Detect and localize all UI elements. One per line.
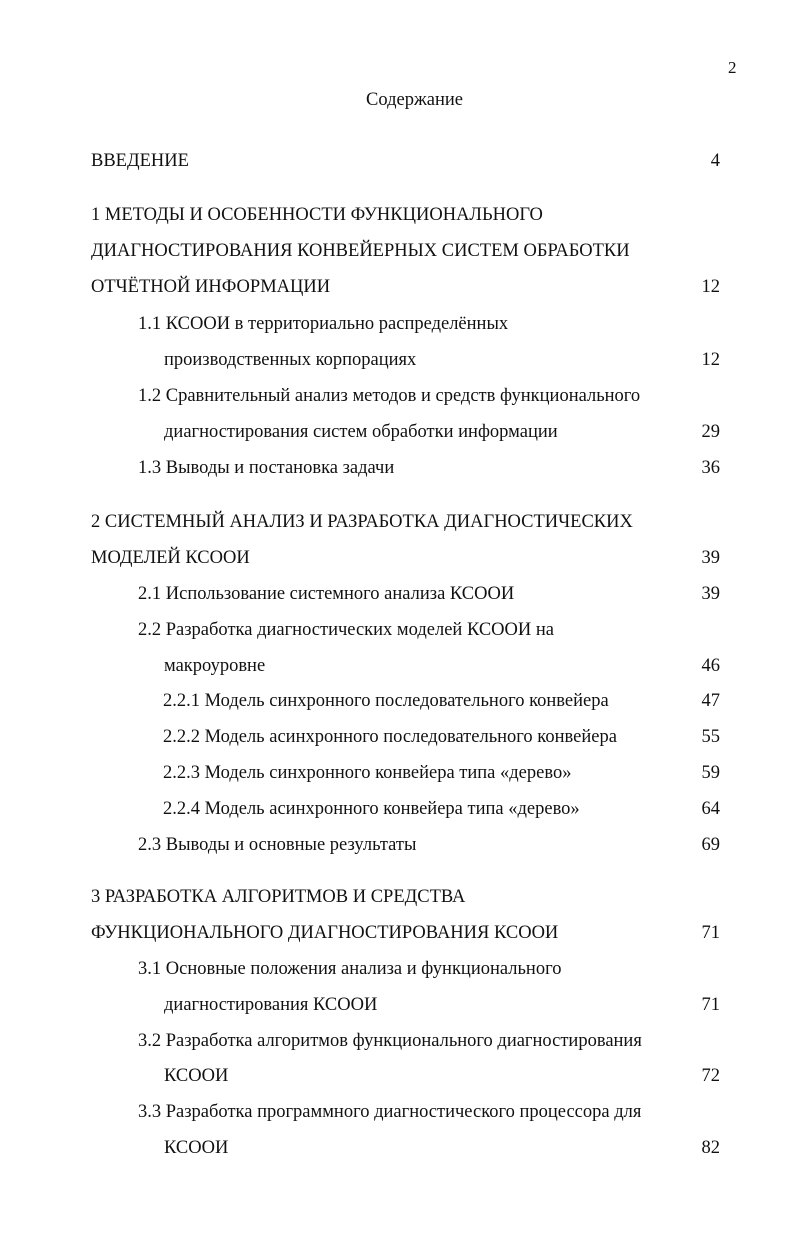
toc-page-section-2-3: 69 [701, 835, 720, 855]
toc-page-section-2-2: 46 [701, 656, 720, 676]
toc-section-1-2-line-2: диагностирования систем обработки информации [164, 422, 558, 442]
toc-page-section-3-3: 82 [701, 1138, 720, 1158]
toc-page-section-2-1: 39 [701, 584, 720, 604]
toc-page-section-3-1: 71 [701, 995, 720, 1015]
toc-page-intro: 4 [710, 151, 720, 171]
toc-section-3-1-line-2: диагностирования КСООИ [164, 995, 378, 1015]
toc-page-chapter-2: 39 [701, 548, 720, 568]
toc-section-3-3-line-2: КСООИ [164, 1138, 229, 1158]
toc-chapter-1-line-1: 1 МЕТОДЫ И ОСОБЕННОСТИ ФУНКЦИОНАЛЬНОГО [91, 205, 543, 225]
toc-page-section-2-2-4: 64 [701, 799, 720, 819]
toc-section-2-2-3: 2.2.3 Модель синхронного конвейера типа «дерево» [163, 763, 572, 783]
toc-section-3-2-line-2: КСООИ [164, 1066, 229, 1086]
toc-section-3-1-line-1: 3.1 Основные положения анализа и функционального [138, 959, 562, 979]
toc-section-2-1: 2.1 Использование системного анализа КСООИ [138, 584, 515, 604]
toc-page-section-2-2-1: 47 [701, 691, 720, 711]
toc-page-section-2-2-2: 55 [701, 727, 720, 747]
toc-chapter-2-line-1: 2 СИСТЕМНЫЙ АНАЛИЗ И РАЗРАБОТКА ДИАГНОСТИЧЕСКИХ [91, 512, 633, 532]
toc-chapter-1-line-2: ДИАГНОСТИРОВАНИЯ КОНВЕЙЕРНЫХ СИСТЕМ ОБРАБОТКИ [91, 241, 630, 261]
toc-chapter-1-line-3: ОТЧЁТНОЙ ИНФОРМАЦИИ [91, 277, 331, 297]
toc-section-2-2-1: 2.2.1 Модель синхронного последовательного конвейера [163, 691, 609, 711]
toc-section-2-2-4: 2.2.4 Модель асинхронного конвейера типа «дерево» [163, 799, 580, 819]
toc-section-1-1-line-2: производственных корпорациях [164, 350, 417, 370]
toc-chapter-2-line-2: МОДЕЛЕЙ КСООИ [91, 548, 250, 568]
toc-page-section-3-2: 72 [701, 1066, 720, 1086]
toc-section-3-3-line-1: 3.3 Разработка программного диагностического процессора для [138, 1102, 642, 1122]
toc-page-section-2-2-3: 59 [701, 763, 720, 783]
toc-section-2-2-line-2: макроуровне [164, 656, 266, 676]
toc-section-2-2-2: 2.2.2 Модель асинхронного последовательного конвейера [163, 727, 617, 747]
toc-chapter-3-line-1: 3 РАЗРАБОТКА АЛГОРИТМОВ И СРЕДСТВА [91, 887, 466, 907]
toc-page-section-1-1: 12 [701, 350, 720, 370]
toc-page-chapter-3: 71 [701, 923, 720, 943]
toc-page-section-1-2: 29 [701, 422, 720, 442]
toc-section-2-3: 2.3 Выводы и основные результаты [138, 835, 417, 855]
toc-section-2-2-line-1: 2.2 Разработка диагностических моделей КСООИ на [138, 620, 554, 640]
toc-section-3-2-line-1: 3.2 Разработка алгоритмов функционального диагностирования [138, 1031, 642, 1051]
page-title: Содержание [366, 90, 463, 110]
toc-page-section-1-3: 36 [701, 458, 720, 478]
toc-page-chapter-1: 12 [701, 277, 720, 297]
toc-entry-intro: ВВЕДЕНИЕ [91, 151, 189, 171]
page-number: 2 [728, 58, 737, 77]
toc-section-1-2-line-1: 1.2 Сравнительный анализ методов и средств функционального [138, 386, 641, 406]
toc-section-1-3: 1.3 Выводы и постановка задачи [138, 458, 395, 478]
toc-chapter-3-line-2: ФУНКЦИОНАЛЬНОГО ДИАГНОСТИРОВАНИЯ КСООИ [91, 923, 559, 943]
toc-section-1-1-line-1: 1.1 КСООИ в территориально распределённых [138, 314, 509, 334]
